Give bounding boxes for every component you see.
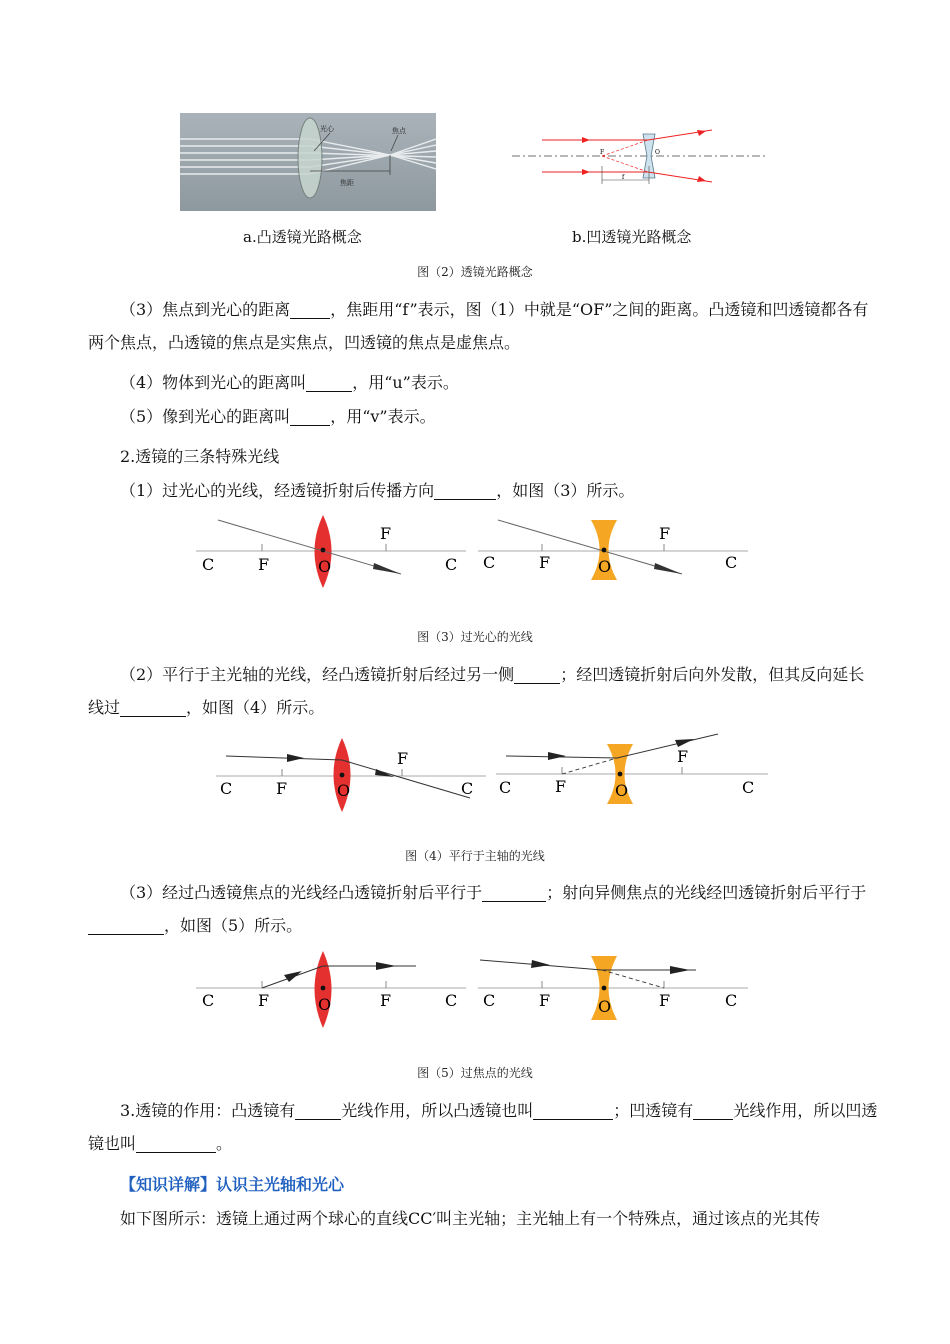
label-F: F [380, 524, 392, 543]
photo-label-focus: 焦点 [392, 127, 406, 135]
fill-blank[interactable] [120, 698, 186, 717]
fill-blank[interactable] [290, 407, 330, 426]
figure3-diagram [196, 512, 758, 596]
photo-label-fl: 焦距 [340, 179, 354, 187]
figure4-diagram [212, 732, 770, 814]
line-rule-2: （2）平行于主光轴的光线，经凸透镜折射后经过另一侧 ；经凹透镜折射后向外发散，但其反向延长线过 ，如图（4）所示。 [88, 665, 865, 717]
label-a: a.凸透镜光路概念 [243, 228, 362, 246]
label-F: F [659, 524, 671, 543]
figure3-caption: 图（3）过光心的光线 [417, 630, 533, 644]
concave-lens-diagram [512, 128, 768, 190]
label-F: F [397, 749, 409, 768]
fill-blank[interactable] [88, 916, 164, 935]
label-C: C [461, 779, 474, 798]
label-C: C [445, 991, 458, 1010]
figure5-diagram [196, 948, 758, 1030]
label-O: O [318, 995, 332, 1014]
fill-blank[interactable] [136, 1134, 216, 1153]
label-C: C [725, 553, 738, 572]
label-C: C [202, 555, 215, 574]
photo-label-center: 光心 [320, 125, 334, 133]
label-C: C [220, 779, 233, 798]
label-F: F [380, 991, 392, 1010]
convex-lens-photo [180, 113, 436, 211]
fill-blank[interactable] [306, 373, 352, 392]
label-O: O [598, 557, 612, 576]
fill-blank[interactable] [434, 481, 496, 500]
section-3: 3.透镜的作用：凸透镜有 光线作用，所以凸透镜也叫 ；凹透镜有 光线作用，所以凹透镜也叫 。 [88, 1101, 878, 1153]
label-O: O [337, 781, 351, 800]
last-paragraph: 如下图所示：透镜上通过两个球心的直线CC′叫主光轴；主光轴上有一个特殊点，通过该点的光其传 [120, 1209, 821, 1228]
label-C: C [725, 991, 738, 1010]
label-F: F [659, 991, 671, 1010]
line-rule-3: （3）经过凸透镜焦点的光线经凸透镜折射后平行于 ；射向异侧焦点的光线经凹透镜折射后平行于，如图（5）所示。 [88, 876, 878, 942]
label-C: C [742, 778, 755, 797]
label-C: C [483, 991, 496, 1010]
label-F: F [555, 777, 567, 796]
figure4-caption: 图（4）平行于主轴的光线 [405, 849, 545, 863]
figure5-caption: 图（5）过焦点的光线 [417, 1066, 533, 1080]
label-C: C [202, 991, 215, 1010]
label-F: F [539, 553, 551, 572]
label-C: C [499, 778, 512, 797]
fill-blank[interactable] [693, 1101, 733, 1120]
fill-blank[interactable] [533, 1101, 613, 1120]
label-b: b.凹透镜光路概念 [572, 228, 692, 246]
label-F: F [258, 555, 270, 574]
label-O: O [615, 781, 629, 800]
label-O: O [598, 997, 612, 1016]
label-F: F [276, 779, 288, 798]
label-F: F [539, 991, 551, 1010]
label-C: C [483, 553, 496, 572]
fill-blank[interactable] [290, 300, 330, 319]
label-F: F [258, 991, 270, 1010]
knowledge-heading: 【知识详解】认识主光轴和光心 [120, 1175, 345, 1194]
label-O: O [318, 557, 332, 576]
fill-blank[interactable] [295, 1101, 341, 1120]
paragraph-5: （5）像到光心的距离叫 ，用“v”表示。 [120, 407, 436, 426]
figure2-caption: 图（2）透镜光路概念 [417, 265, 533, 279]
paragraph-4: （4）物体到光心的距离叫 ，用“u”表示。 [120, 373, 459, 392]
diagram-label-fl: f [622, 174, 625, 181]
fill-blank[interactable] [482, 883, 546, 902]
fill-blank[interactable] [514, 665, 560, 684]
diagram-label-f: F [600, 149, 605, 156]
label-C: C [445, 555, 458, 574]
section-2-heading: 2.透镜的三条特殊光线 [120, 447, 280, 466]
diagram-label-o: O [655, 149, 660, 156]
line-rule-1: （1）过光心的光线，经透镜折射后传播方向 ，如图（3）所示。 [120, 481, 635, 500]
paragraph-3: （3）焦点到光心的距离 ，焦距用“f”表示，图（1）中就是“OF”之间的距离。凸透镜和凹透镜都各有两个焦点，凸透镜的焦点是实焦点，凹透镜的焦点是虚焦点。 [88, 300, 869, 352]
label-F: F [677, 747, 689, 766]
